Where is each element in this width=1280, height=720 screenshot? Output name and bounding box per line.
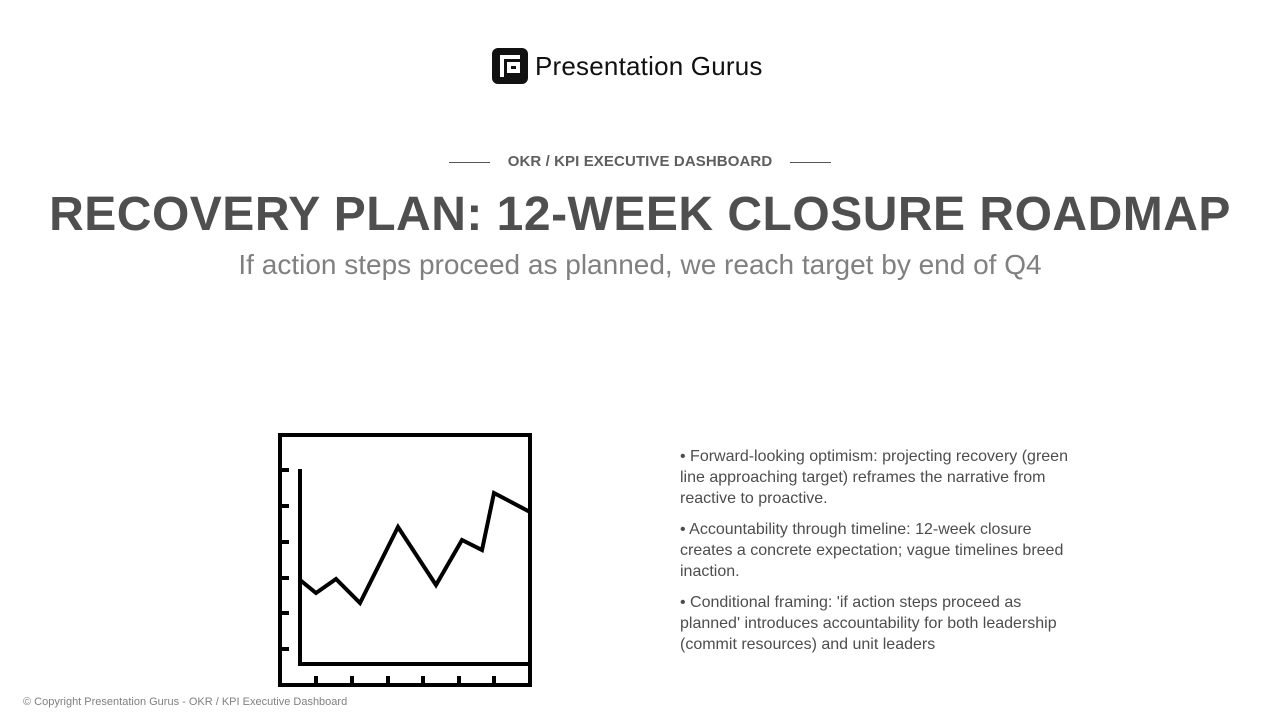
line-chart-icon	[276, 431, 536, 689]
kicker-divider-right	[790, 162, 831, 163]
bullet-list	[680, 446, 1070, 665]
slide-title: RECOVERY PLAN: 12-WEEK CLOSURE ROADMAP	[49, 188, 1231, 241]
slide-kicker	[0, 152, 1280, 172]
bullet-item-conditional-framing: • Conditional framing: 'if action steps proceed as planned' introduces accountability for both leadership (commit resources) and unit leaders	[680, 594, 1057, 653]
slide-subtitle: If action steps proceed as planned, we reach target by end of Q4	[238, 249, 1042, 280]
bullet-item-forward-looking: • Forward-looking optimism: projecting recovery (green line approaching target) reframes the narrative from reactive to proactive.	[680, 448, 1068, 507]
kicker-divider-left	[449, 162, 490, 163]
kicker-text: OKR / KPI EXECUTIVE DASHBOARD	[507, 153, 773, 170]
bullet-item-accountability: • Accountability through timeline: 12-week closure creates a concrete expectation; vague timelines breed inaction.	[680, 521, 1064, 580]
brand-logo	[492, 47, 763, 85]
copyright-footer: © Copyright Presentation Gurus - OKR / KPI Executive Dashboard	[23, 696, 348, 708]
presentation-gurus-logo-icon	[492, 48, 528, 84]
brand-name: Presentation Gurus	[535, 51, 763, 81]
